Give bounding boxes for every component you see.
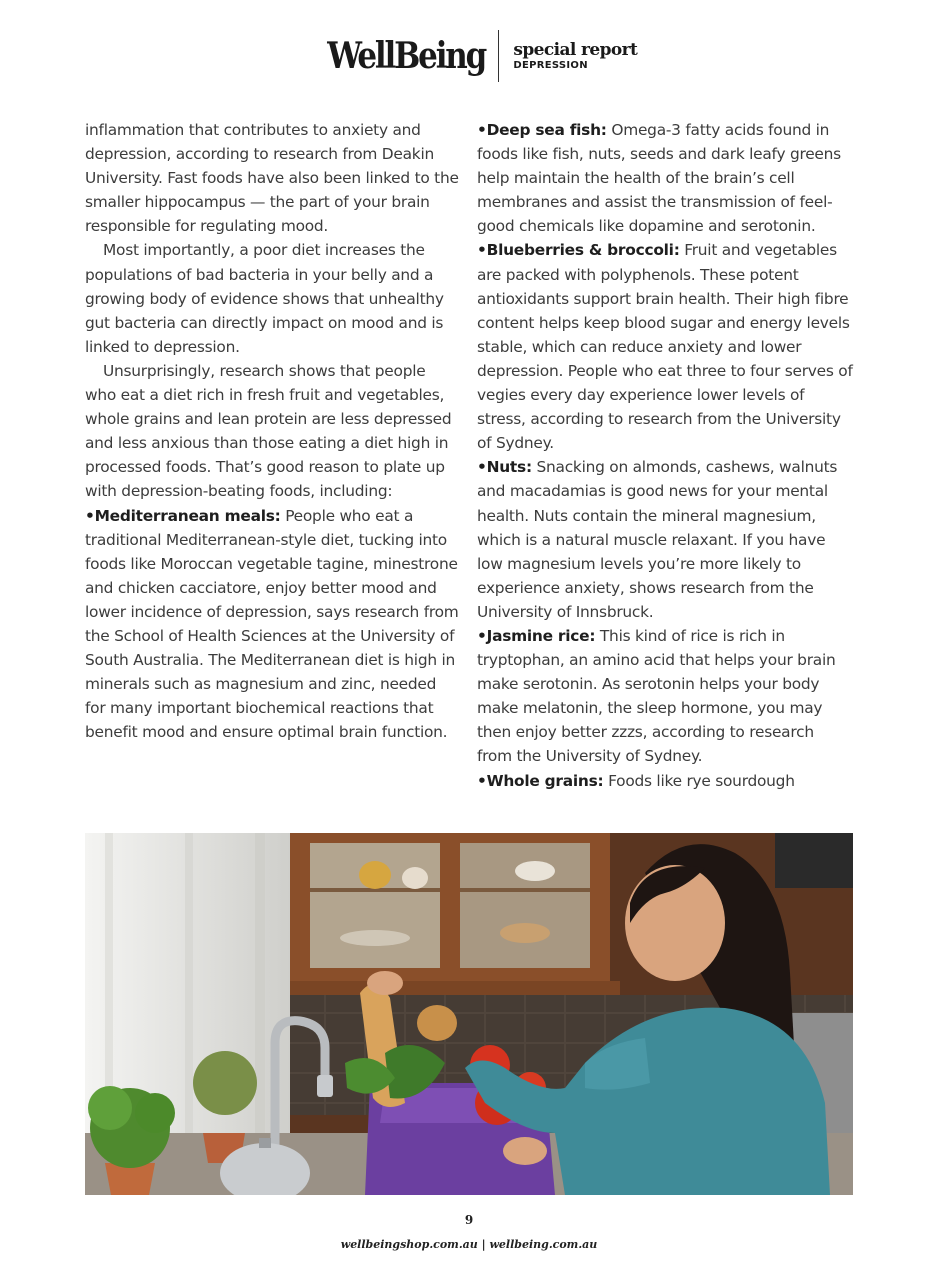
item-term: •Whole grains:	[477, 771, 604, 790]
item-text: Foods like rye sourdough	[603, 771, 795, 790]
item-term: •Blueberries & broccoli:	[477, 241, 680, 260]
photo-illustration	[85, 833, 853, 1195]
paragraph-research: Unsurprisingly, research shows that people who eat a diet rich in fresh fruit and vegetables, whole grains and lean protein are less depressed and less anxious than those eating a diet high in processed foods. That’s good reason to plate up with depression-beating foods, including:	[85, 361, 452, 501]
item-nuts	[477, 455, 853, 624]
section-title: special report	[513, 40, 638, 60]
masthead	[0, 30, 938, 82]
item-text: This kind of rice is rich in tryptophan, an amino acid that helps your brain make serotonin. As serotonin helps your body make melatonin, the sleep hormone, you may then enjoy better zzzs, according to research from the University of Sydney.	[477, 626, 836, 766]
item-term: •Jasmine rice:	[477, 626, 596, 645]
section-subtitle: DEPRESSION	[513, 60, 588, 71]
brand-logo: WellBeing	[327, 35, 485, 77]
item-jasmine-rice	[477, 624, 853, 769]
item-term: •Deep sea fish:	[477, 121, 607, 139]
item-term: •Nuts:	[477, 458, 532, 477]
left-column	[85, 118, 461, 744]
item-whole-grains	[477, 769, 853, 793]
item-deep-sea-fish	[477, 118, 853, 238]
page-number: 9	[464, 1213, 474, 1227]
masthead-divider	[498, 30, 499, 82]
right-column	[477, 118, 853, 793]
paragraph-inflammation: inflammation that contributes to anxiety and depression, according to research from Deakin University. Fast foods have also been linked to the smaller hippocampus — the part of your brain responsible for regulating mood.	[85, 121, 459, 236]
section-label	[513, 40, 637, 72]
footer-urls: wellbeingshop.com.au | wellbeing.com.au	[340, 1238, 598, 1251]
item-text: Omega-3 fatty acids found in foods like fish, nuts, seeds and dark leafy greens help maintain the health of the brain’s cell membranes and assist the transmission of feel-good chemicals like dopamine and serotonin.	[477, 121, 841, 236]
paragraph-gut-bacteria: Most importantly, a poor diet increases the populations of bad bacteria in your belly and a growing body of evidence shows that unhealthy gut bacteria can directly impact on mood and is linked to depression.	[85, 241, 444, 356]
item-term: •Mediterranean meals:	[85, 506, 281, 525]
kitchen-groceries-photo	[85, 833, 853, 1195]
item-text: People who eat a traditional Mediterranean-style diet, tucking into foods like Moroccan vegetable tagine, minestrone and chicken cacciatore, enjoy better mood and lower incidence of depression, says research from the School of Health Sciences at the University of South Australia. The Mediterranean diet is high in minerals such as magnesium and zinc, needed for many important biochemical reactions that benefit mood and ensure optimal brain function.	[85, 506, 459, 742]
item-text: Fruit and vegetables are packed with polyphenols. These potent antioxidants support brain health. Their high fibre content helps keep blood sugar and energy levels stable, which can reduce anxiety and lower depression. People who eat three to four serves of vegies every day experience lower levels of stress, according to research from the University of Sydney.	[477, 241, 853, 453]
item-mediterranean	[85, 504, 461, 745]
item-text: Snacking on almonds, cashews, walnuts and macadamias is good news for your mental health. Nuts contain the mineral magnesium, which is a natural muscle relaxant. If you have low magnesium levels you’re more likely to experience anxiety, shows research from the University of Innsbruck.	[477, 458, 838, 621]
item-blueberries-broccoli	[477, 238, 853, 455]
